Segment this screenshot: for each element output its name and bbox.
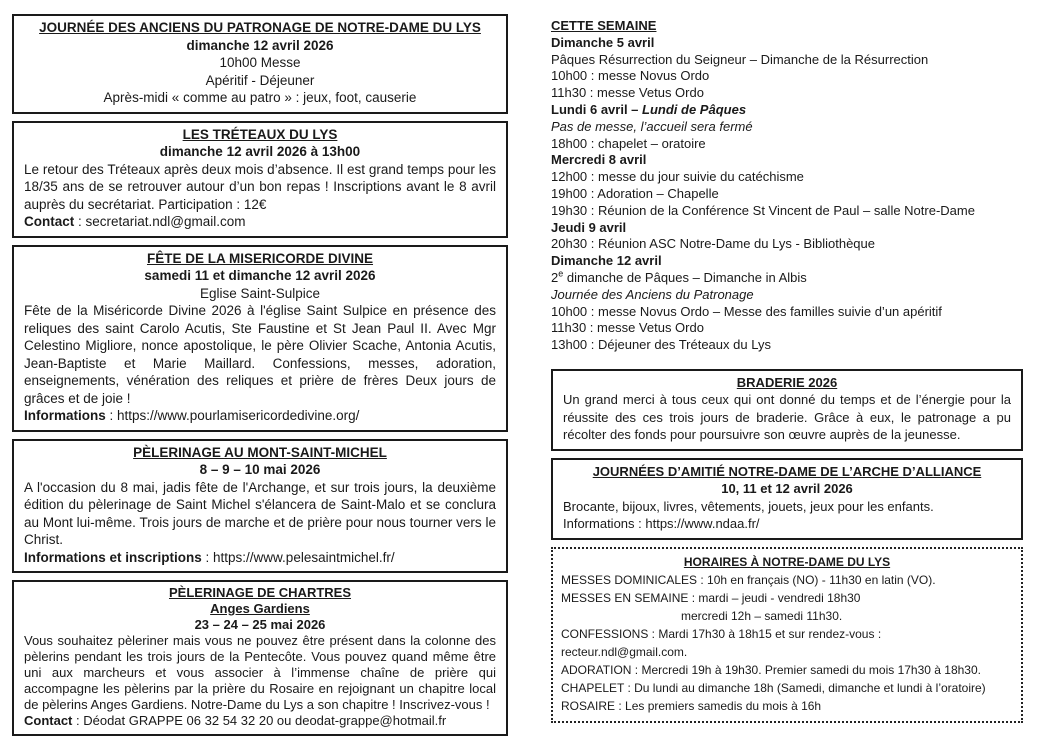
horaires-line: mercredi 12h – samedi 11h30. <box>681 608 843 623</box>
box-body: Vous souhaitez pèleriner mais vous ne pouvez être présent dans la colonne des pèlerins pendant les trois jours de la Pentecôte. Vous pouvez quand même être uni aux marcheurs et vous associer à l’immense chaîne de prière qui accompagne les pèlerins par la prière du Rosaire en rejoignant un chapitre local de pèlerins Anges Gardiens. Notre-Dame du Lys a son chapitre ! Inscrivez-vous ! <box>24 633 496 712</box>
info-line <box>24 549 496 567</box>
schedule-line: 19h30 : Réunion de la Conférence St Vincent de Paul – salle Notre-Dame <box>551 202 975 218</box>
schedule-line: 10h00 : messe Novus Ordo <box>551 68 710 84</box>
left-column <box>12 14 508 743</box>
schedule-line-text: Lundi 6 avril – <box>551 101 643 117</box>
info-value: : https://www.pelesaintmichel.fr/ <box>201 549 395 565</box>
event-line: Brocante, bijoux, livres, vêtements, jouets, jeux pour les enfants. <box>563 498 934 514</box>
schedule-line: Pas de messe, l’accueil sera fermé <box>551 118 753 134</box>
contact-line <box>24 213 496 231</box>
schedule-line: Jeudi 9 avril <box>551 219 627 235</box>
box-body: Le retour des Tréteaux après deux mois d’absence. Il est grand temps pour les 18/35 ans de se retrouver autour d’un bon repas ! Inscriptions avant le 8 avril auprès du secrétariat. Participation : 12€ <box>24 161 496 212</box>
ordinal-superscript: e <box>558 268 564 279</box>
box-title: BRADERIE 2026 <box>736 374 838 390</box>
contact-label: Contact <box>24 214 75 229</box>
event-box-chartres <box>12 580 508 736</box>
event-box-treteaux <box>12 121 508 238</box>
horaires-line: ROSAIRE : Les premiers samedis du mois à 16h <box>561 698 822 713</box>
event-box-journee-anciens <box>12 14 508 114</box>
event-box-mont-saint-michel <box>12 439 508 574</box>
right-column <box>551 18 1023 730</box>
box-date: samedi 11 et dimanche 12 avril 2026 <box>144 268 376 283</box>
schedule-line: Dimanche 5 avril <box>551 34 655 50</box>
section-heading-cette-semaine: CETTE SEMAINE <box>551 18 657 33</box>
schedule-line: 19h00 : Adoration – Chapelle <box>551 185 719 201</box>
event-box-misericorde <box>12 245 508 432</box>
schedule-line: Pâques Résurrection du Seigneur – Dimanche de la Résurrection <box>551 51 929 67</box>
schedule-line-text: 2 <box>551 269 559 285</box>
horaires-line: CHAPELET : Du lundi au dimanche 18h (Samedi, dimanche et lundi à l’oratoire) <box>561 680 986 695</box>
schedule-line: Dimanche 12 avril <box>551 253 662 269</box>
schedule-line <box>551 102 1023 119</box>
horaires-line: ADORATION : Mercredi 19h à 19h30. Premier samedi du mois 17h30 à 18h30. <box>561 662 981 677</box>
horaires-line: MESSES EN SEMAINE : mardi – jeudi - vendredi 18h30 <box>561 590 861 605</box>
contact-line <box>24 713 496 729</box>
info-line: Informations : https://www.ndaa.fr/ <box>563 516 760 532</box>
box-body: Un grand merci à tous ceux qui ont donné du temps et de l’énergie pour la réussite des ces trois jours de braderie. Grâce à eux, le patronage a pu récolter des fonds pour poursuivre son œuvre auprès de la jeunesse. <box>563 392 1011 443</box>
box-date: 10, 11 et 12 avril 2026 <box>721 481 853 497</box>
box-title: HORAIRES À NOTRE-DAME DU LYS <box>683 554 891 569</box>
box-date: 23 – 24 – 25 mai 2026 <box>194 617 326 632</box>
schedule-line: 18h00 : chapelet – oratoire <box>551 135 706 151</box>
box-title: JOURNÉES D’AMITIÉ NOTRE-DAME DE L’ARCHE D’ALLIANCE <box>592 463 982 479</box>
box-title: PÈLERINAGE AU MONT-SAINT-MICHEL <box>133 444 387 460</box>
horaires-line: recteur.ndl@gmail.com. <box>561 644 688 659</box>
info-label: Informations et inscriptions <box>24 549 202 565</box>
info-line <box>24 407 496 425</box>
schedule-line <box>551 270 1023 287</box>
box-date: 8 – 9 – 10 mai 2026 <box>199 462 321 477</box>
schedule-line: Mercredi 8 avril <box>551 152 647 168</box>
box-body: Fête de la Miséricorde Divine 2026 à l'église Saint Sulpice en présence des reliques des saint Carolo Acutis, Ste Faustine et St Jean Paul II. Avec Mgr Celestino Migliore, nonce apostolique, le père Olivier Scache, Antonia Acutis, Jean-Baptiste et Marie Maillard. Confessions, messes, adoration, enseignements, vénération des reliques et prière de frères Deux jours de grâces et de joie ! <box>24 303 496 406</box>
box-date: dimanche 12 avril 2026 à 13h00 <box>159 144 361 159</box>
schedule-line: 13h00 : Déjeuner des Tréteaux du Lys <box>551 337 771 353</box>
section-cette-semaine <box>551 18 1023 354</box>
contact-value: : Déodat GRAPPE 06 32 54 32 20 ou deodat-grappe@hotmail.fr <box>72 713 447 728</box>
box-body: A l'occasion du 8 mai, jadis fête de l'Archange, et sur trois jours, la deuxième édition du pèlerinage de Saint Michel s'élancera de Saint-Malo et se conclura au Mont lui-même. Trois jours de marche et de prière pour nous tourner vers le Christ. <box>24 479 496 547</box>
box-date: dimanche 12 avril 2026 <box>186 37 334 53</box>
event-line: Après-midi « comme au patro » : jeux, foot, causerie <box>103 90 417 105</box>
event-box-journees-amitie <box>551 458 1023 540</box>
schedule-line-italic: Lundi de Pâques <box>642 101 747 117</box>
contact-value: : secretariat.ndl@gmail.com <box>74 214 246 229</box>
event-box-braderie <box>551 369 1023 451</box>
horaires-box <box>551 547 1023 723</box>
contact-label: Contact <box>24 713 73 728</box>
schedule-line-text: dimanche de Pâques – Dimanche in Albis <box>563 269 807 285</box>
horaires-line: CONFESSIONS : Mardi 17h30 à 18h15 et sur rendez-vous : <box>561 626 882 641</box>
box-place: Eglise Saint-Sulpice <box>199 285 321 301</box>
box-subtitle: Anges Gardiens <box>210 601 310 616</box>
schedule-line: 20h30 : Réunion ASC Notre-Dame du Lys - Bibliothèque <box>551 236 875 252</box>
horaires-line: MESSES DOMINICALES : 10h en français (NO) - 11h30 en latin (VO). <box>561 572 936 587</box>
box-title: LES TRÉTEAUX DU LYS <box>182 126 338 142</box>
info-label: Informations <box>24 408 106 423</box>
schedule-line: 11h30 : messe Vetus Ordo <box>551 320 704 336</box>
info-value: : https://www.pourlamisericordedivine.org/ <box>105 408 360 423</box>
schedule-line: 10h00 : messe Novus Ordo – Messe des familles suivie d’un apéritif <box>551 303 942 319</box>
schedule-line: Journée des Anciens du Patronage <box>551 286 754 302</box>
box-title: PÈLERINAGE DE CHARTRES <box>168 585 352 600</box>
box-title: JOURNÉE DES ANCIENS DU PATRONAGE DE NOTRE-DAME DU LYS <box>39 20 481 35</box>
box-title: FÊTE DE LA MISERICORDE DIVINE <box>146 250 374 266</box>
schedule-line: 12h00 : messe du jour suivie du catéchisme <box>551 169 804 185</box>
schedule-line: 11h30 : messe Vetus Ordo <box>551 85 704 101</box>
event-line: 10h00 Messe <box>219 55 301 70</box>
event-line: Apéritif - Déjeuner <box>205 72 315 88</box>
